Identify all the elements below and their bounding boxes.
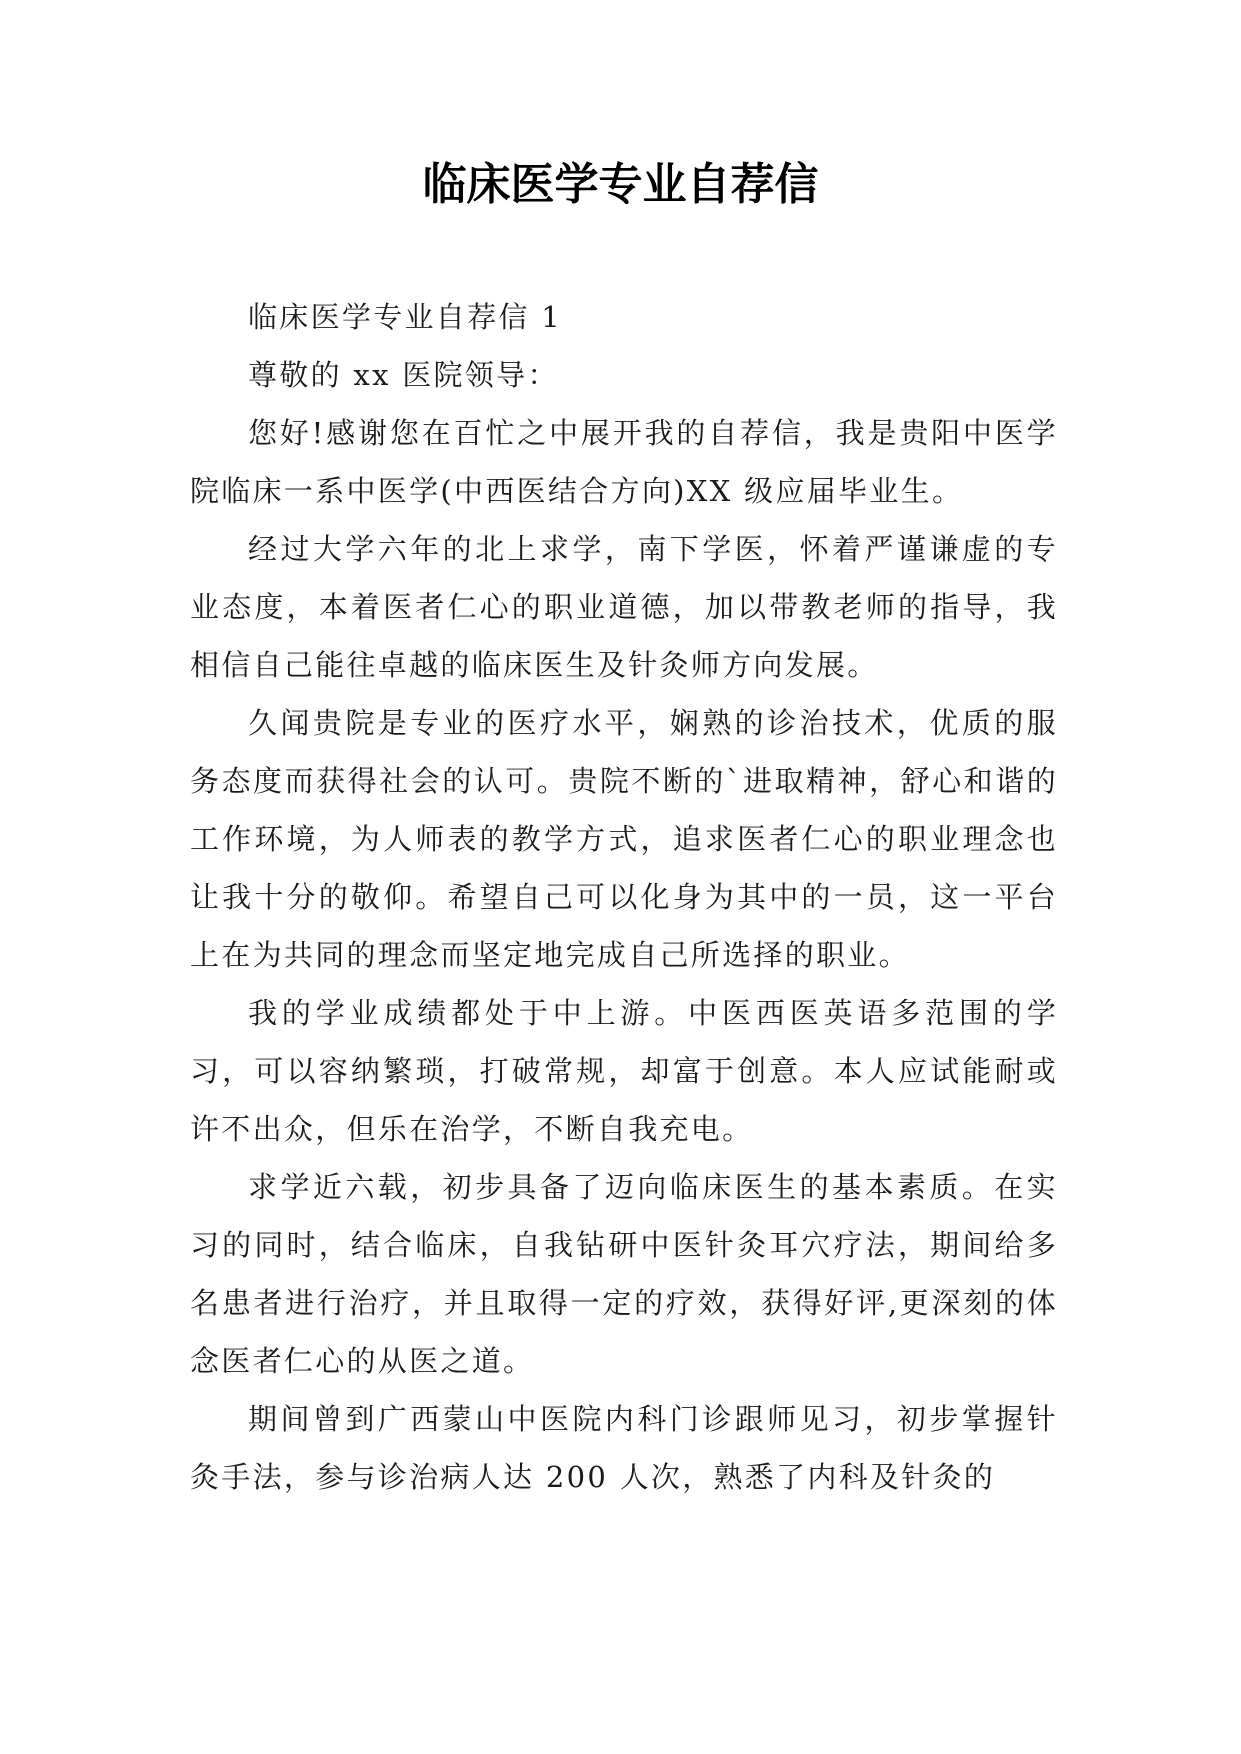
paragraph-grades: 我的学业成绩都处于中上游。中医西医英语多范围的学习，可以容纳繁琐，打破常规，却富于创意。本人应试能耐或许不出众，但乐在治学，不断自我充电。	[190, 996, 1058, 1146]
paragraph-study: 经过大学六年的北上求学，南下学医，怀着严谨谦虚的专业态度，本着医者仁心的职业道德，加以带教老师的指导，我相信自己能往卓越的临床医生及针灸师方向发展。	[190, 532, 1058, 682]
paragraph-internship: 期间曾到广西蒙山中医院内科门诊跟师见习，初步掌握针灸手法，参与诊治病人达 200 人次，熟悉了内科及针灸的	[190, 1402, 1058, 1494]
document-title: 临床医学专业自荐信	[422, 159, 819, 210]
salutation: 尊敬的 xx 医院领导：	[248, 358, 559, 392]
paragraph-hospital: 久闻贵院是专业的医疗水平，娴熟的诊治技术，优质的服务态度而获得社会的认可。贵院不断的`进取精神，舒心和谐的工作环境，为人师表的教学方式，追求医者仁心的职业理念也让我十分的敬仰。希望自己可以化身为其中的一员，这一平台上在为共同的理念而坚定地完成自己所选择的职业。	[190, 706, 1058, 972]
subtitle-line: 临床医学专业自荐信 1	[248, 300, 562, 334]
paragraph-greeting: 您好!感谢您在百忙之中展开我的自荐信，我是贵阳中医学院临床一系中医学(中西医结合方向)XX 级应届毕业生。	[190, 416, 1058, 508]
document-body	[190, 288, 1058, 1506]
paragraph-practice: 求学近六载，初步具备了迈向临床医生的基本素质。在实习的同时，结合临床，自我钻研中医针灸耳穴疗法，期间给多名患者进行治疗，并且取得一定的疗效，获得好评,更深刻的体念医者仁心的从医之道。	[190, 1170, 1058, 1378]
